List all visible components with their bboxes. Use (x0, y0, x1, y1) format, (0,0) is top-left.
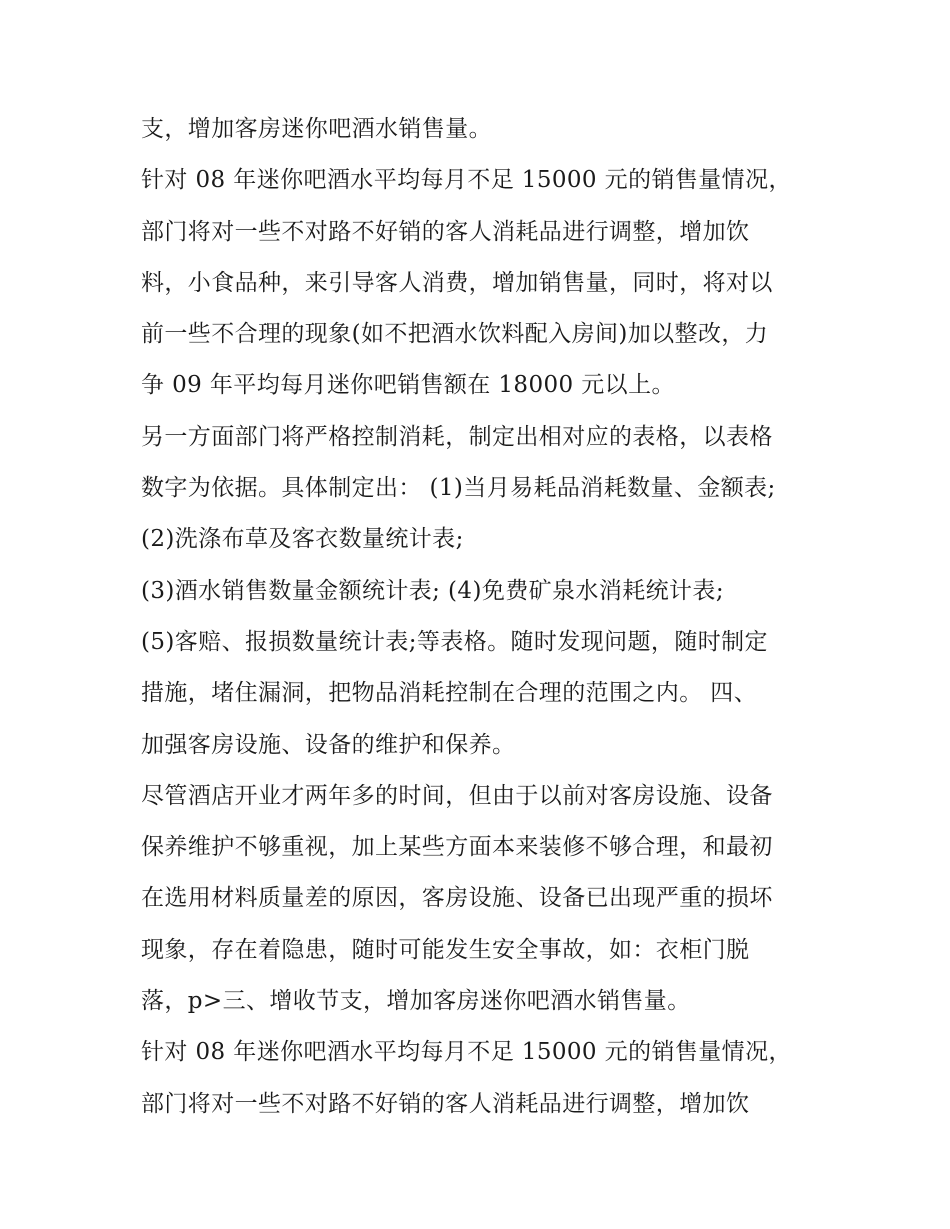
text-line: 针对 08 年迷你吧酒水平均每月不足 15000 元的销售量情况， (141, 1039, 792, 1066)
text-line: (5)客赔、报损数量统计表;等表格。随时发现问题，随时制定 (141, 628, 768, 655)
text-line: 部门将对一些不对路不好销的客人消耗品进行调整，增加饮 (141, 218, 750, 245)
text-line: 保养维护不够重视，加上某些方面本来装修不够合理，和最初 (141, 834, 773, 861)
text-line: 争 09 年平均每月迷你吧销售额在 18000 元以上。 (141, 372, 675, 399)
text-line: 料，小食品种，来引导客人消费，增加销售量，同时，将对以 (141, 269, 773, 296)
text-line: 针对 08 年迷你吧酒水平均每月不足 15000 元的销售量情况， (141, 167, 792, 194)
text-line: 现象，存在着隐患，随时可能发生安全事故，如：衣柜门脱 (141, 936, 750, 963)
text-line: 在选用材料质量差的原因，客房设施、设备已出现严重的损坏 (141, 885, 773, 912)
text-line: 加强客房设施、设备的维护和保养。 (141, 731, 516, 758)
text-line: 前一些不合理的现象(如不把酒水饮料配入房间)加以整改，力 (141, 321, 769, 348)
text-line: (2)洗涤布草及客衣数量统计表; (141, 526, 464, 553)
text-line: 落，p>三、增收节支，增加客房迷你吧酒水销售量。 (141, 988, 691, 1015)
text-line: (3)酒水销售数量金额统计表; (4)免费矿泉水消耗统计表; (141, 577, 724, 604)
text-line: 尽管酒店开业才两年多的时间，但由于以前对客房设施、设备 (141, 782, 773, 809)
text-line: 数字为依据。具体制定出： (1)当月易耗品消耗数量、金额表; (141, 475, 776, 502)
text-line: 措施，堵住漏洞，把物品消耗控制在合理的范围之内。 四、 (141, 680, 758, 707)
text-line: 部门将对一些不对路不好销的客人消耗品进行调整，增加饮 (141, 1090, 750, 1117)
text-line: 支，增加客房迷你吧酒水销售量。 (141, 116, 492, 142)
body-text (141, 104, 821, 1130)
text-line: 另一方面部门将严格控制消耗，制定出相对应的表格，以表格 (141, 423, 773, 450)
